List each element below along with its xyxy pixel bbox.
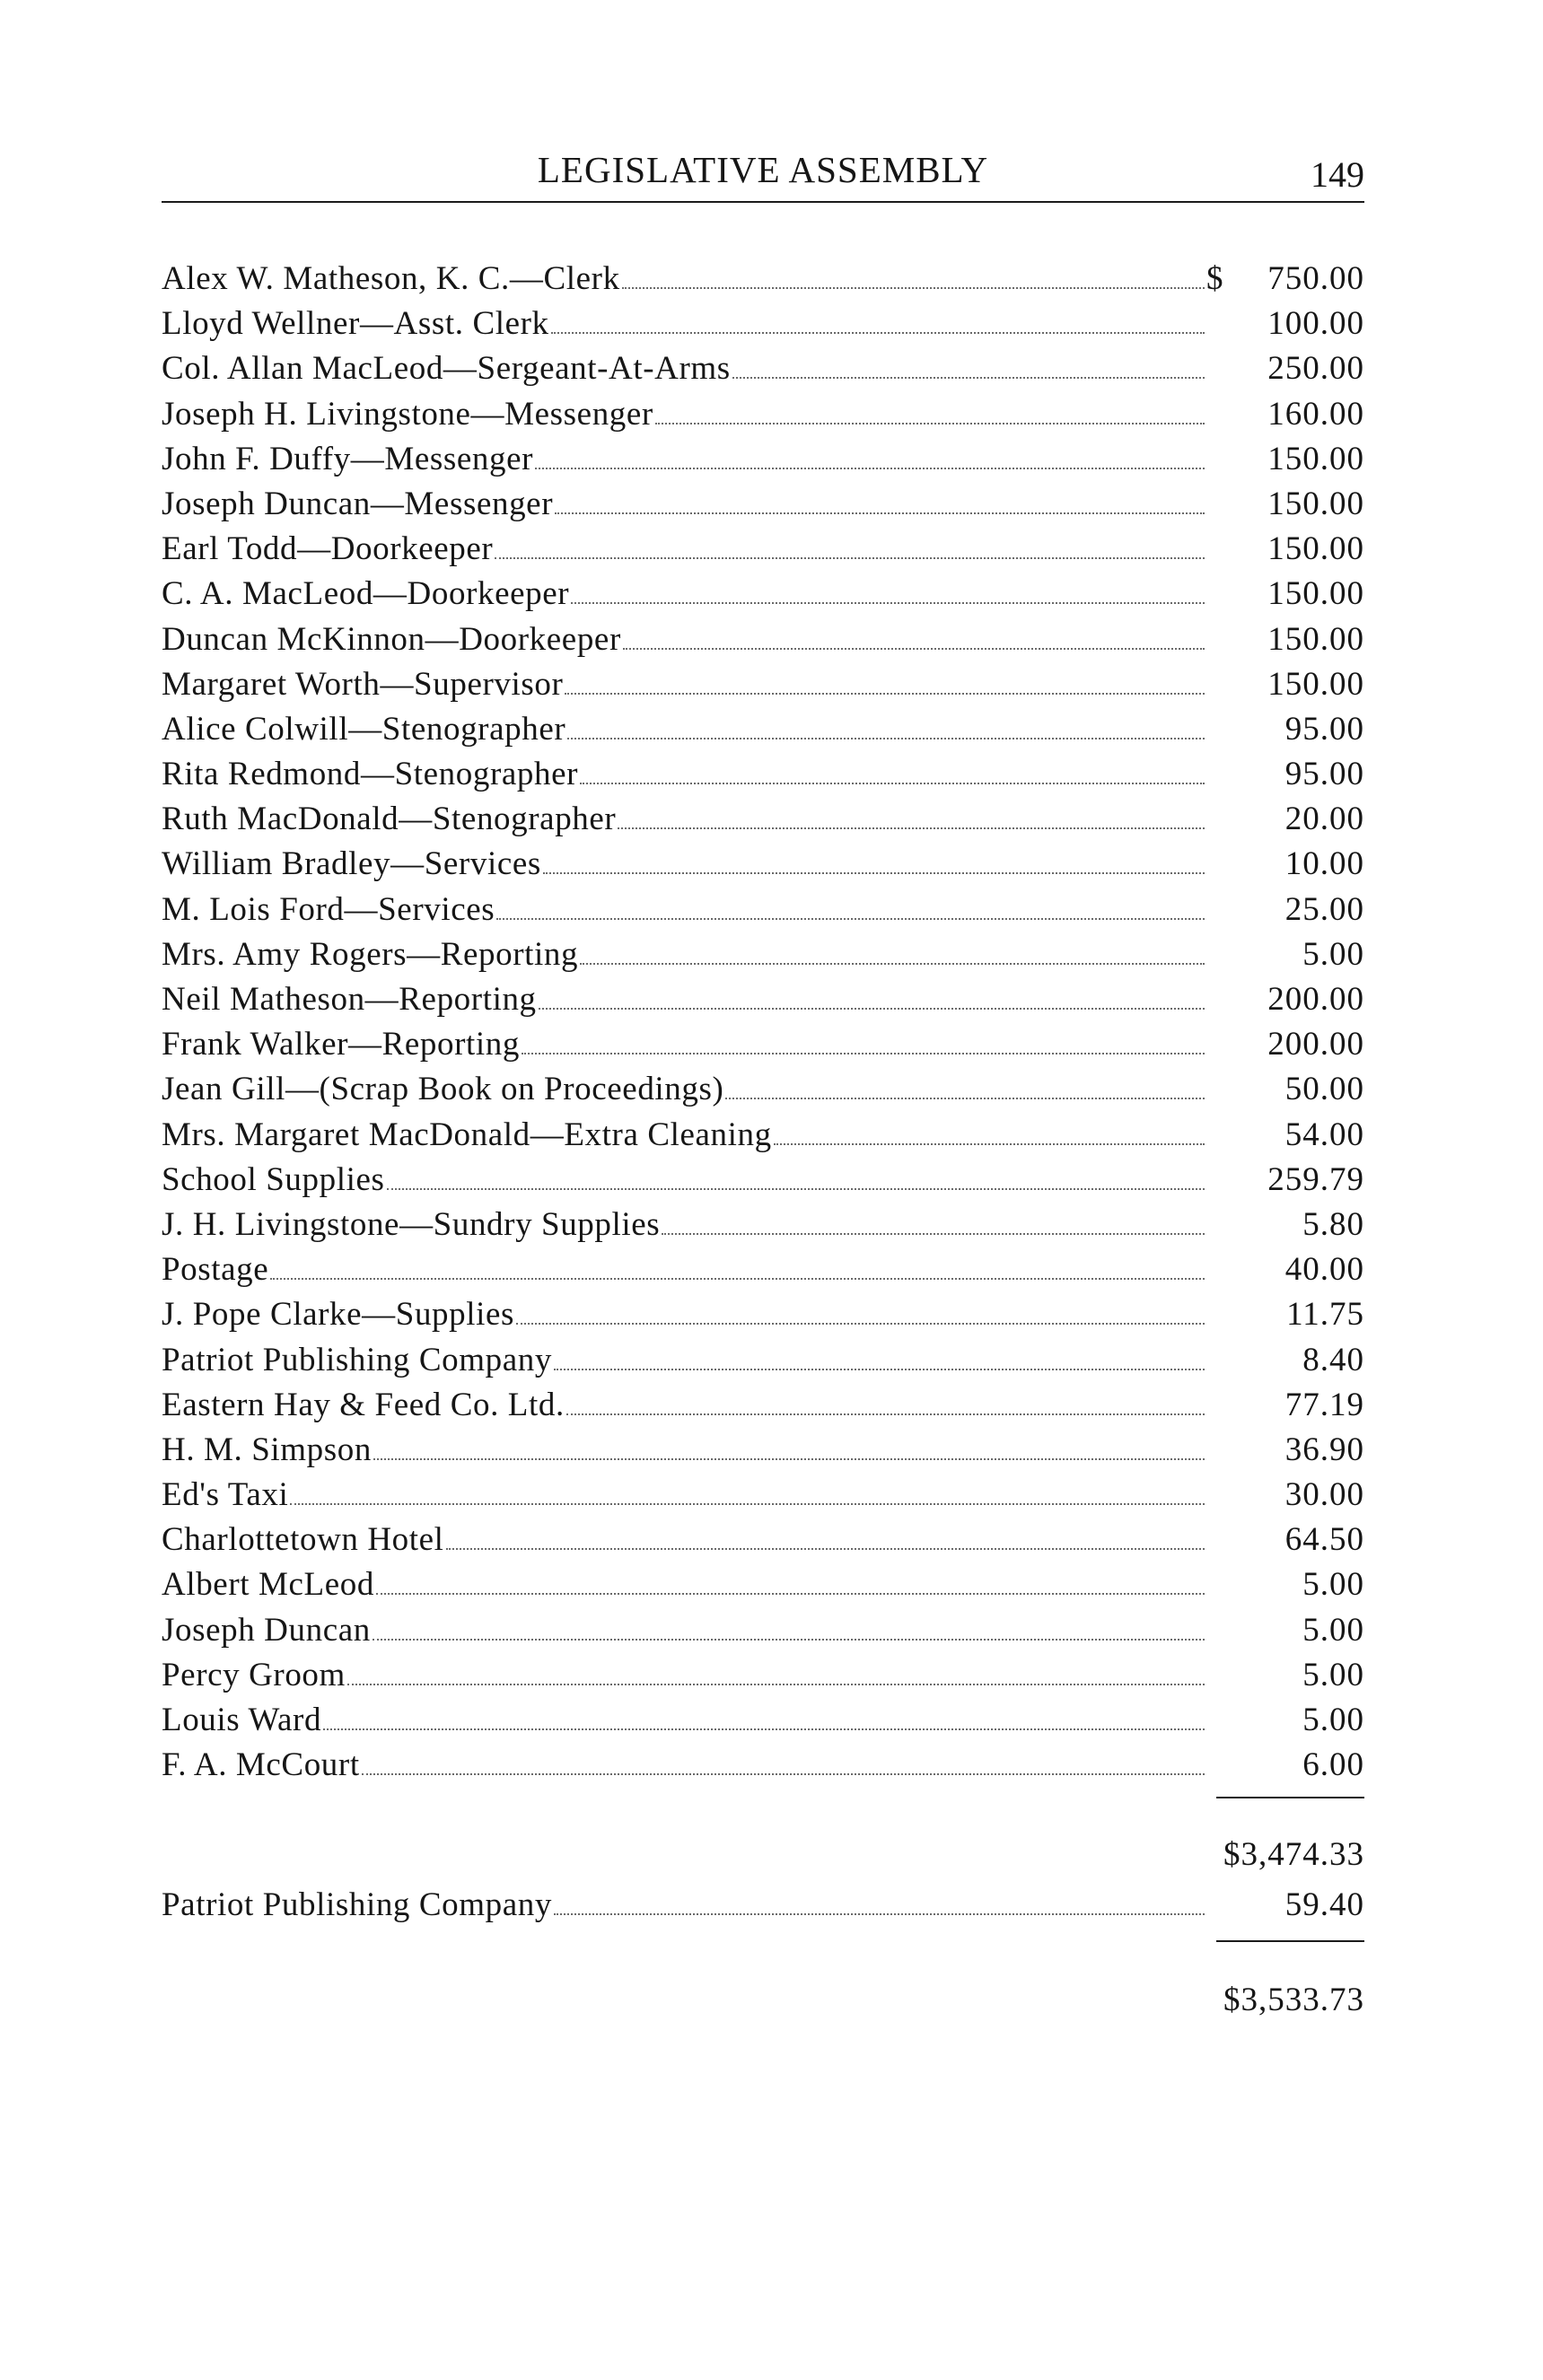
entry-amount: 10.00 (1284, 845, 1364, 883)
entry-amount: 5.00 (1302, 935, 1364, 973)
dot-leader (571, 601, 1205, 604)
entry-amount: 8.40 (1302, 1341, 1364, 1378)
header-rule (162, 201, 1364, 203)
list-item (162, 1608, 1364, 1653)
list-item (162, 797, 1364, 842)
dot-leader (535, 467, 1205, 469)
list-item (162, 302, 1364, 346)
entry-amount: 750.00 (1267, 260, 1364, 297)
list-item (162, 1562, 1364, 1607)
dot-leader (373, 1457, 1205, 1460)
entry-amount: 11.75 (1286, 1296, 1364, 1334)
dot-leader (362, 1772, 1205, 1775)
list-item (162, 392, 1364, 437)
entry-name: Louis Ward (162, 1702, 322, 1738)
dot-leader (376, 1592, 1205, 1595)
list-item (162, 662, 1364, 707)
list-item (162, 1022, 1364, 1067)
list-item (162, 1698, 1364, 1743)
dot-leader (732, 376, 1205, 379)
entry-name: Postage (162, 1251, 269, 1289)
dot-leader (446, 1547, 1205, 1550)
list-item (162, 1428, 1364, 1473)
expense-list (162, 257, 1364, 1788)
dot-leader (774, 1142, 1205, 1145)
entry-name: Joseph Duncan (162, 1611, 371, 1649)
entry-amount: 259.79 (1267, 1160, 1364, 1198)
dot-leader (270, 1277, 1205, 1280)
entry-name: Joseph Duncan—Messenger (162, 485, 554, 522)
entry-amount: 6.00 (1302, 1746, 1364, 1784)
list-item (162, 437, 1364, 482)
entry-amount: 250.00 (1267, 350, 1364, 388)
dot-leader (580, 962, 1205, 965)
dot-leader (555, 512, 1205, 514)
list-item (162, 932, 1364, 977)
entry-name: Jean Gill—(Scrap Book on Proceedings) (162, 1071, 724, 1108)
list-item (162, 1473, 1364, 1518)
entry-amount: 54.00 (1284, 1116, 1364, 1153)
entry-amount: 200.00 (1267, 981, 1364, 1018)
dot-leader (565, 692, 1205, 695)
entry-amount: 150.00 (1267, 530, 1364, 568)
dot-leader (567, 737, 1205, 739)
entry-name: Ruth MacDonald—Stenographer (162, 801, 617, 838)
entry-name: Neil Matheson—Reporting (162, 981, 537, 1018)
page-header (162, 144, 1364, 199)
dot-leader (725, 1097, 1205, 1099)
list-item (162, 572, 1364, 617)
list-item (162, 617, 1364, 662)
list-item (162, 977, 1364, 1022)
page-title: LEGISLATIVE ASSEMBLY (537, 149, 989, 190)
entry-name: Patriot Publishing Company (162, 1886, 552, 1923)
list-item (162, 1247, 1364, 1292)
list-item (162, 1653, 1364, 1698)
additional-entry-row (162, 1883, 1364, 1928)
dot-leader (323, 1728, 1205, 1730)
entry-name: J. H. Livingstone—Sundry Supplies (162, 1205, 661, 1243)
list-item (162, 888, 1364, 932)
entry-amount: 95.00 (1284, 710, 1364, 748)
list-item (162, 1383, 1364, 1428)
entry-amount: 5.00 (1302, 1566, 1364, 1604)
dot-leader (539, 1007, 1205, 1010)
list-item (162, 1158, 1364, 1203)
list-item (162, 752, 1364, 797)
entry-amount: 5.00 (1302, 1611, 1364, 1649)
list-item (162, 1338, 1364, 1383)
entry-name: C. A. MacLeod—Doorkeeper (162, 575, 570, 613)
entry-amount: 100.00 (1267, 305, 1364, 343)
entry-name: F. A. McCourt (162, 1746, 360, 1784)
entry-amount: 40.00 (1284, 1251, 1364, 1289)
entry-name: Rita Redmond—Stenographer (162, 756, 579, 793)
entry-name: Patriot Publishing Company (162, 1341, 552, 1378)
entry-name: Ed's Taxi (162, 1476, 289, 1514)
entry-name: Albert McLeod (162, 1566, 374, 1604)
entry-name: Alice Colwill—Stenographer (162, 710, 566, 748)
entry-name: Joseph H. Livingstone—Messenger (162, 395, 653, 433)
entry-name: Col. Allan MacLeod—Sergeant-At-Arms (162, 350, 731, 388)
entry-name: Alex W. Matheson, K. C.—Clerk (162, 260, 620, 297)
entry-name: Duncan McKinnon—Doorkeeper (162, 620, 621, 658)
grand-total-rule (1216, 1940, 1364, 1942)
entry-amount: 5.80 (1302, 1205, 1364, 1243)
entry-name: John F. Duffy—Messenger (162, 440, 534, 477)
entry-amount: 160.00 (1267, 395, 1364, 433)
dot-leader (347, 1683, 1205, 1685)
entry-name: J. Pope Clarke—Supplies (162, 1296, 515, 1334)
dot-leader (623, 647, 1205, 650)
dot-leader (566, 1413, 1205, 1415)
list-item (162, 527, 1364, 572)
list-item (162, 1203, 1364, 1247)
entry-amount: 95.00 (1284, 756, 1364, 793)
dot-leader (662, 1232, 1205, 1235)
entry-amount: 150.00 (1267, 665, 1364, 703)
dot-leader (387, 1187, 1205, 1190)
dot-leader (655, 422, 1205, 424)
dot-leader (551, 331, 1205, 334)
grand-total-amount: $3,533.73 (1223, 1982, 1364, 2018)
list-item (162, 257, 1364, 302)
dot-leader (373, 1638, 1205, 1641)
entry-name: Frank Walker—Reporting (162, 1026, 520, 1063)
entry-name: Lloyd Wellner—Asst. Clerk (162, 305, 549, 343)
entry-name: Mrs. Margaret MacDonald—Extra Cleaning (162, 1116, 772, 1153)
entry-name: School Supplies (162, 1160, 385, 1198)
entry-amount: 30.00 (1284, 1476, 1364, 1514)
dot-leader (554, 1368, 1205, 1370)
list-item (162, 1292, 1364, 1337)
entry-name: M. Lois Ford—Services (162, 890, 495, 928)
entry-name: Margaret Worth—Supervisor (162, 665, 564, 703)
entry-amount: 36.90 (1284, 1431, 1364, 1468)
dot-leader (580, 782, 1205, 784)
list-item (162, 346, 1364, 391)
dot-leader (522, 1052, 1205, 1054)
entry-amount: 5.00 (1302, 1656, 1364, 1693)
entry-currency: $ (1206, 260, 1223, 297)
subtotal-block (162, 1797, 1364, 1873)
entry-amount: 150.00 (1267, 485, 1364, 522)
subtotal-rule (1216, 1797, 1364, 1798)
dot-leader (622, 286, 1205, 289)
entry-amount: 25.00 (1284, 890, 1364, 928)
entry-amount: 20.00 (1284, 801, 1364, 838)
entry-name: Mrs. Amy Rogers—Reporting (162, 935, 579, 973)
entry-amount: 50.00 (1284, 1071, 1364, 1108)
list-item (162, 1113, 1364, 1158)
dot-leader (496, 917, 1205, 920)
entry-name: Earl Todd—Doorkeeper (162, 530, 494, 568)
list-item (162, 1743, 1364, 1788)
dot-leader (516, 1322, 1205, 1325)
list-item (162, 482, 1364, 527)
entry-name: Percy Groom (162, 1656, 346, 1693)
dot-leader (554, 1912, 1205, 1915)
entry-name: H. M. Simpson (162, 1431, 372, 1468)
entry-name: Charlottetown Hotel (162, 1521, 444, 1559)
entry-amount: 5.00 (1302, 1702, 1364, 1738)
entry-amount: 150.00 (1267, 440, 1364, 477)
subtotal-amount: $3,474.33 (1223, 1836, 1364, 1873)
entry-amount: 77.19 (1284, 1386, 1364, 1423)
dot-leader (618, 827, 1205, 829)
entry-amount: 200.00 (1267, 1026, 1364, 1063)
page-number: 149 (1311, 154, 1364, 195)
entry-amount: 64.50 (1284, 1521, 1364, 1559)
list-item (162, 1518, 1364, 1562)
entry-amount: 150.00 (1267, 620, 1364, 658)
entry-amount: 150.00 (1267, 575, 1364, 613)
dot-leader (495, 556, 1205, 559)
entry-name: William Bradley—Services (162, 845, 541, 883)
grand-total-block (162, 1940, 1364, 2030)
dot-leader (290, 1502, 1205, 1505)
entry-name: Eastern Hay & Feed Co. Ltd. (162, 1386, 565, 1423)
dot-leader (543, 871, 1205, 874)
entry-amount: 59.40 (1284, 1886, 1364, 1923)
list-item (162, 707, 1364, 752)
list-item (162, 842, 1364, 887)
list-item (162, 1067, 1364, 1112)
